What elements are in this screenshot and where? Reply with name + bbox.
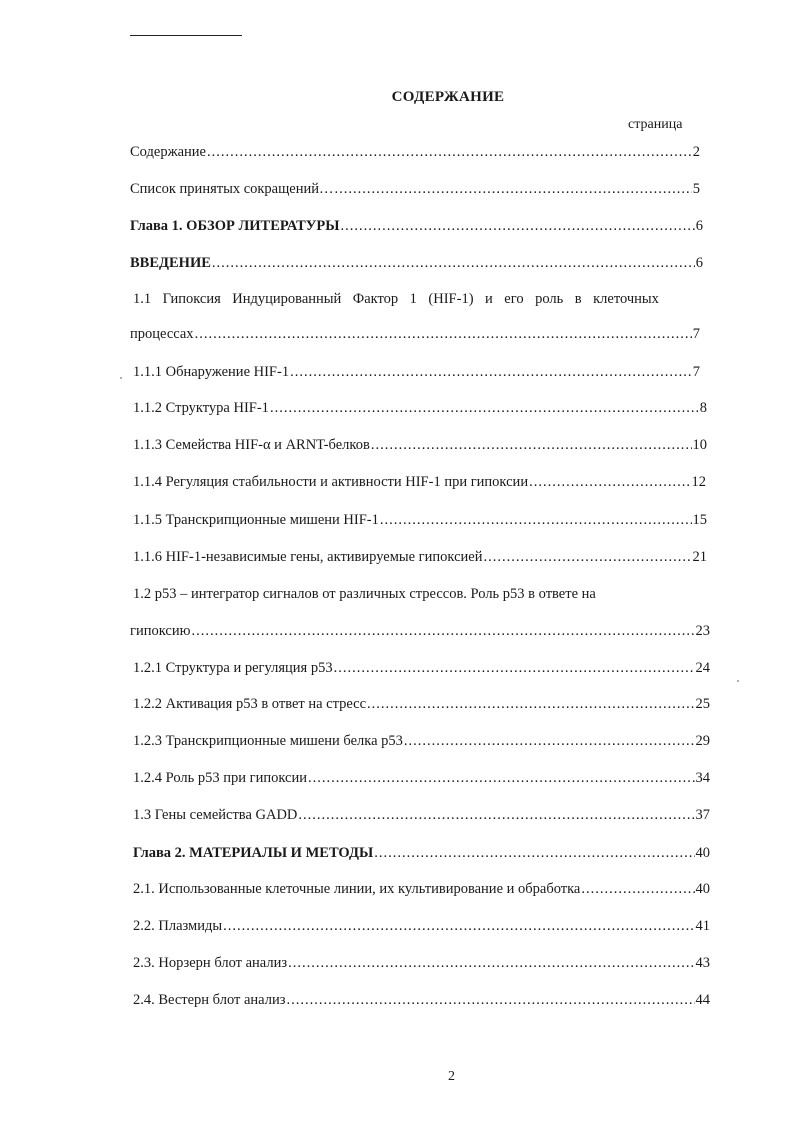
toc-entry-label: 1.1.2 Структура HIF-1 bbox=[133, 400, 269, 416]
toc-chapter-entry bbox=[130, 218, 703, 238]
toc-entry-label: Глава 2. МАТЕРИАЛЫ И МЕТОДЫ bbox=[133, 845, 374, 861]
toc-entry-page: 7 bbox=[692, 326, 700, 342]
leader-dots bbox=[286, 992, 694, 1009]
toc-entry bbox=[133, 400, 707, 420]
leader-dots bbox=[195, 326, 692, 343]
toc-entry bbox=[133, 437, 707, 457]
toc-entry bbox=[130, 181, 700, 201]
toc-entry bbox=[133, 512, 707, 532]
page-title: СОДЕРЖАНИЕ bbox=[391, 89, 505, 105]
toc-entry-line1: 1.2 р53 – интегратор сигналов от различных стрессов. Роль р53 в ответе на bbox=[133, 586, 596, 602]
toc-word: Гипоксия bbox=[162, 291, 221, 307]
toc-entry-page: 5 bbox=[692, 181, 700, 197]
toc-entry-label: 1.2.3 Транскрипционные мишени белка р53 bbox=[133, 733, 403, 749]
leader-dots bbox=[207, 144, 692, 161]
toc-word: 1 bbox=[409, 291, 417, 307]
toc-entry-page: 44 bbox=[695, 992, 710, 1008]
toc-word: Фактор bbox=[352, 291, 399, 307]
leader-dots bbox=[212, 255, 695, 272]
toc-chapter-entry bbox=[133, 845, 710, 865]
toc-entry-page: 12 bbox=[691, 474, 706, 490]
toc-word: его bbox=[504, 291, 524, 307]
toc-entry-page: 15 bbox=[692, 512, 707, 528]
leader-dots bbox=[334, 660, 695, 677]
toc-entry-label: 1.2.2 Активация р53 в ответ на стресс bbox=[133, 696, 367, 712]
leader-dots bbox=[290, 364, 692, 381]
toc-entry-page: 8 bbox=[699, 400, 707, 416]
toc-entry-label: 1.1.4 Регуляция стабильности и активности HIF-1 при гипоксии bbox=[133, 474, 529, 490]
toc-entry bbox=[133, 881, 710, 901]
toc-entry-page: 10 bbox=[692, 437, 707, 453]
toc-entry bbox=[130, 144, 700, 164]
toc-entry-page: 24 bbox=[695, 660, 710, 676]
toc-entry-line1 bbox=[133, 291, 659, 308]
toc-word: роль bbox=[535, 291, 564, 307]
toc-entry-label: 1.1.6 HIF-1-независимые гены, активируемые гипоксией bbox=[133, 549, 483, 565]
toc-chapter-entry bbox=[130, 255, 703, 275]
toc-entry-label: ВВЕДЕНИЕ bbox=[130, 255, 211, 271]
toc-entry bbox=[133, 918, 710, 938]
toc-entry bbox=[133, 807, 710, 827]
toc-entry bbox=[130, 623, 710, 643]
leader-dots bbox=[288, 955, 694, 972]
leader-dots bbox=[191, 623, 694, 640]
toc-entry bbox=[133, 733, 710, 753]
toc-entry-page: 2 bbox=[692, 144, 700, 160]
scan-speck bbox=[120, 377, 122, 379]
leader-dots bbox=[581, 881, 694, 898]
toc-entry-page: 6 bbox=[695, 255, 703, 271]
toc-entry bbox=[133, 770, 710, 790]
leader-dots bbox=[341, 218, 695, 235]
toc-entry-page: 43 bbox=[695, 955, 710, 971]
toc-entry-label: процессах bbox=[130, 326, 194, 342]
toc-word: Индуцированный bbox=[232, 291, 342, 307]
toc-entry-label: гипоксию bbox=[130, 623, 191, 639]
toc-entry-page: 41 bbox=[695, 918, 710, 934]
toc-entry bbox=[133, 364, 700, 384]
toc-entry-page: 37 bbox=[695, 807, 710, 823]
toc-entry-page: 21 bbox=[692, 549, 707, 565]
toc-entry-page: 40 bbox=[695, 845, 710, 861]
leader-dots bbox=[298, 807, 694, 824]
toc-entry-label: 1.2.1 Структура и регуляция р53 bbox=[133, 660, 333, 676]
leader-dots bbox=[371, 437, 692, 454]
toc-word: клеточных bbox=[593, 291, 659, 307]
toc-entry bbox=[133, 660, 710, 680]
toc-entry-label: Глава 1. ОБЗОР ЛИТЕРАТУРЫ bbox=[130, 218, 340, 234]
toc-entry bbox=[133, 549, 707, 569]
toc-word: (HIF-1) bbox=[428, 291, 474, 307]
toc-entry-label: 1.1.1 Обнаружение HIF-1 bbox=[133, 364, 290, 380]
toc-entry bbox=[133, 474, 706, 494]
toc-entry bbox=[130, 326, 700, 346]
toc-entry bbox=[133, 696, 710, 716]
toc-entry-page: 25 bbox=[695, 696, 710, 712]
toc-entry-label: 1.1.5 Транскрипционные мишени HIF-1 bbox=[133, 512, 379, 528]
toc-entry-label: 2.1. Использованные клеточные линии, их культивирование и обработка bbox=[133, 881, 581, 897]
toc-entry-page: 7 bbox=[692, 364, 700, 380]
toc-entry bbox=[133, 955, 710, 975]
toc-entry-page: 23 bbox=[695, 623, 710, 639]
toc-entry-label: 1.3 Гены семейства GADD bbox=[133, 807, 298, 823]
toc-entry bbox=[133, 992, 710, 1012]
leader-dots bbox=[374, 845, 694, 862]
toc-word: и bbox=[485, 291, 493, 307]
toc-entry-label: Содержание bbox=[130, 144, 206, 160]
leader-dots bbox=[270, 400, 699, 417]
page-column-label: страница bbox=[628, 117, 683, 132]
toc-entry-page: 40 bbox=[695, 881, 710, 897]
toc-entry-label: Список принятых сокращений… bbox=[130, 181, 334, 197]
toc-entry-label: 1.2.4 Роль р53 при гипоксии bbox=[133, 770, 307, 786]
toc-entry-page: 6 bbox=[695, 218, 703, 234]
leader-dots bbox=[483, 549, 691, 566]
toc-entry-label: 2.4. Вестерн блот анализ bbox=[133, 992, 286, 1008]
leader-dots bbox=[404, 733, 695, 750]
scan-speck bbox=[737, 680, 739, 682]
toc-entry-page: 29 bbox=[695, 733, 710, 749]
toc-word: в bbox=[574, 291, 582, 307]
leader-dots bbox=[335, 181, 692, 198]
leader-dots bbox=[380, 512, 692, 529]
leader-dots bbox=[308, 770, 695, 787]
leader-dots bbox=[223, 918, 694, 935]
toc-entry-label: 2.3. Норзерн блот анализ bbox=[133, 955, 288, 971]
leader-dots bbox=[529, 474, 690, 491]
toc-word: 1.1 bbox=[133, 291, 152, 307]
toc-entry-label: 2.2. Плазмиды bbox=[133, 918, 223, 934]
leader-dots bbox=[367, 696, 694, 713]
toc-entry-page: 34 bbox=[695, 770, 710, 786]
toc-entry-label: 1.1.3 Семейства HIF-α и ARNT-белков bbox=[133, 437, 370, 453]
page-number: 2 bbox=[448, 1069, 455, 1084]
